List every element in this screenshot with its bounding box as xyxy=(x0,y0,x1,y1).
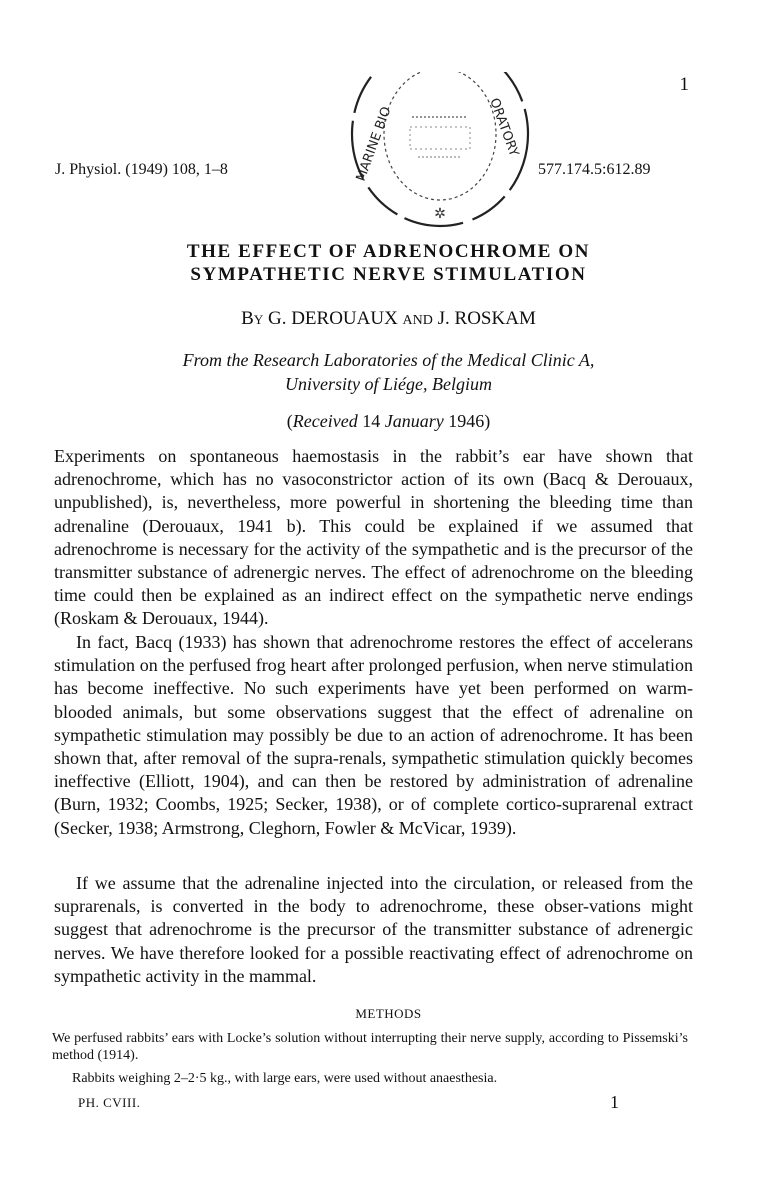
received-label: Received xyxy=(292,411,358,431)
title-line-1: THE EFFECT OF ADRENOCHROME ON xyxy=(186,241,591,262)
page-number-top: 1 xyxy=(679,74,689,95)
udc-classification: 577.174.5:612.89 xyxy=(538,161,651,178)
paragraph-text: In fact, Bacq (1933) has shown that adrenochrome restores the effect of accelerans stimulation on the perfused frog heart after prolonged perfusion, when nerve stimulation has become ineffective. No such experiments have yet been performed on warm-blooded animals, but some observations suggest that the effect of adrenaline on sympathetic stimulation may possibly be due to an action of adrenochrome. It has been shown that, after removal of the supra-renals, sympathetic stimulation quickly becomes ineffective (Elliott, 1904), and can then be restored by administration of adrenaline (Burn, 1932; Coombs, 1925; Secker, 1938), or of complete cortico-suprarenal extract (Secker, 1938; Armstrong, Cleghorn, Fowler & McVicar, 1939). xyxy=(54,632,693,838)
title-line-2: SYMPATHETIC NERVE STIMULATION xyxy=(190,264,587,285)
affiliation xyxy=(0,348,777,396)
affiliation-line-1: From the Research Laboratories of the Medical Clinic A, xyxy=(182,350,595,370)
affiliation-line-2: University of Liége, Belgium xyxy=(285,374,492,394)
paragraph-text: Experiments on spontaneous haemostasis in the rabbit’s ear have shown that adrenochrome, which has no vasoconstrictor action of its own (Bacq & Derouaux, unpublished), is, nevertheless, more powerful in shortening the bleeding time than adrenaline (Derouaux, 1941 b). This could be explained if we assumed that adrenochrome is necessary for the activity of the sympathetic and is the precursor of the transmitter substance of adrenergic nerves. The effect of adrenochrome on the bleeding time could then be explained as an indirect effect on the sympathetic nerve endings (Roskam & Derouaux, 1944). xyxy=(54,446,693,629)
by-label: By xyxy=(241,308,264,329)
signature-mark: PH. CVIII. xyxy=(78,1095,141,1110)
paragraph-text: If we assume that the adrenaline injected into the circulation, or released from the suprarenals, is converted in the body to adrenochrome, these obser-vations might suggest that adrenochrome is the precursor of the transmitter substance of adrenergic nerves. We have therefore looked for a possible reactivating effect of adrenochrome on sympathetic activity in the mammal. xyxy=(54,873,693,986)
methods-heading: METHODS xyxy=(355,1006,422,1021)
author-line xyxy=(0,308,777,330)
library-stamp-icon xyxy=(340,72,540,230)
body-paragraph-3 xyxy=(54,872,693,988)
body-paragraph-2 xyxy=(54,631,693,840)
svg-text:MARINE BIO: MARINE BIO xyxy=(353,104,395,184)
methods-text-1: We perfused rabbits’ ears with Locke’s solution without interrupting their nerve supply, according to Pissemski’s method (1914). xyxy=(52,1031,688,1063)
received-open: ( xyxy=(286,411,293,431)
svg-text:ORATORY: ORATORY xyxy=(486,96,522,159)
author-2: J. ROSKAM xyxy=(437,308,536,329)
svg-text:✲: ✲ xyxy=(434,206,446,222)
journal-citation: J. Physiol. (1949) 108, 1–8 xyxy=(55,161,228,178)
received-year: 1946) xyxy=(443,411,491,431)
article-title xyxy=(0,240,777,286)
signature-number: 1 xyxy=(610,1092,619,1112)
methods-text-2: Rabbits weighing 2–2·5 kg., with large ears, were used without anaesthesia. xyxy=(72,1071,498,1086)
received-day: 14 xyxy=(357,411,385,431)
author-1: G. DEROUAUX xyxy=(267,308,398,329)
received-date xyxy=(0,411,777,432)
body-paragraph-1 xyxy=(54,445,693,631)
received-month: January xyxy=(384,411,444,431)
and-label: AND xyxy=(402,313,433,328)
